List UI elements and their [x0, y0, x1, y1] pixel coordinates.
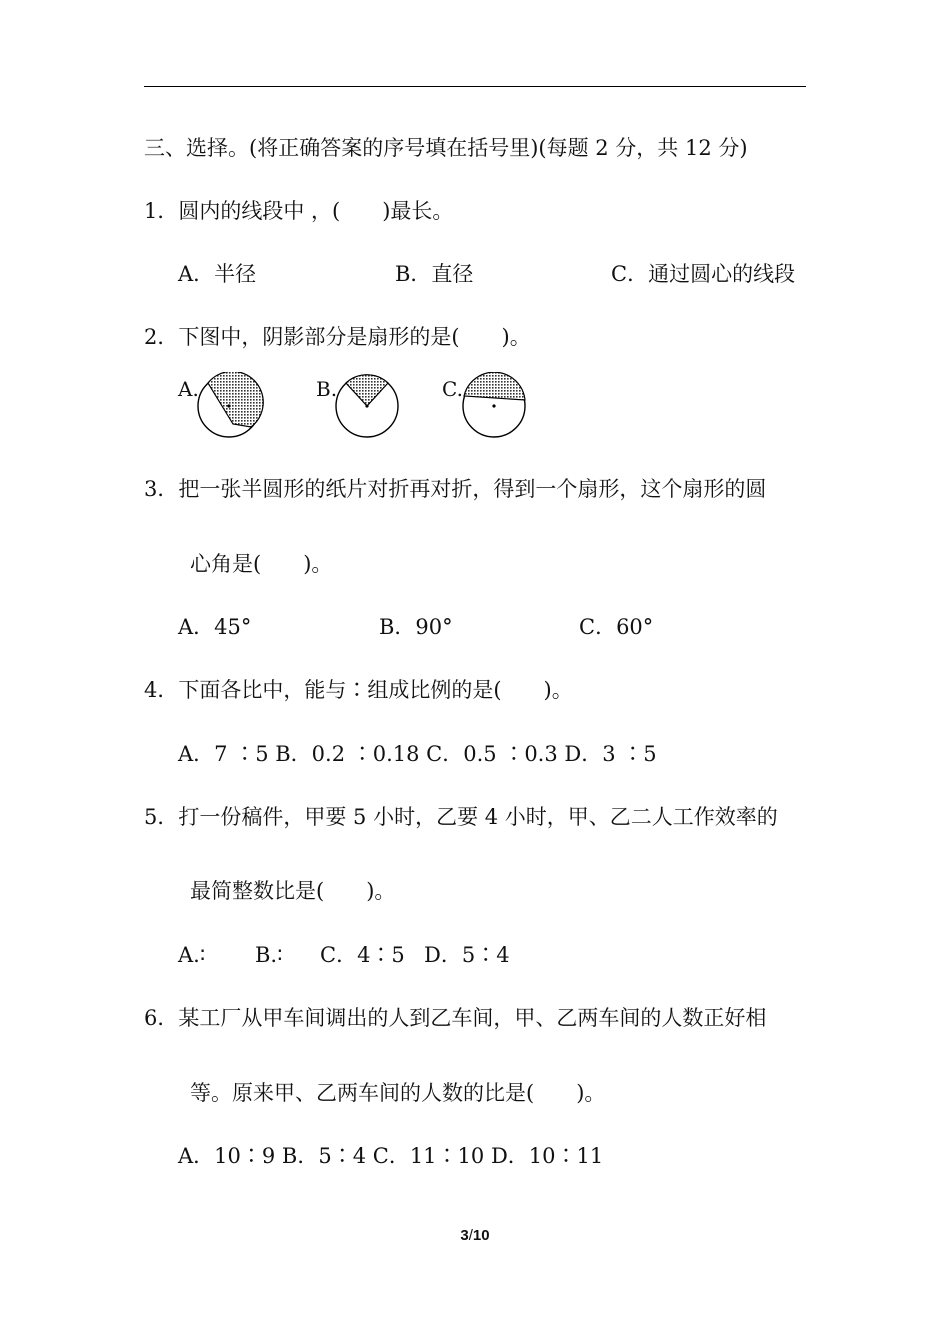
question-5-stem-line-1: 5．打一份稿件，甲要 5 小时，乙要 4 小时，甲、乙二人工作效率的	[144, 805, 778, 829]
figure-a-circle	[196, 372, 266, 440]
question-5-option-d: D．5∶4	[424, 943, 510, 967]
question-3-option-a: A．45°	[178, 615, 252, 639]
question-3-option-c: C．60°	[579, 615, 654, 639]
question-3-stem-line-1: 3．把一张半圆形的纸片对折再对折，得到一个扇形，这个扇形的圆	[144, 477, 767, 501]
figure-b-circle	[332, 372, 402, 440]
question-1-option-b: B．直径	[395, 262, 474, 286]
page-number	[0, 1226, 950, 1246]
figure-a-label: A.	[178, 377, 199, 401]
figure-b-label: B.	[316, 377, 338, 401]
figure-c-circle	[459, 372, 529, 440]
question-5-stem-line-2: 最简整数比是( )。	[190, 879, 396, 903]
page-current: 3	[460, 1227, 469, 1244]
question-5-option-b: B.∶	[255, 943, 283, 967]
question-3-stem-line-2: 心角是( )。	[190, 552, 333, 576]
page-total: 10	[472, 1227, 490, 1244]
question-5-option-c: C．4∶5	[320, 943, 405, 967]
page-separator: /	[468, 1227, 473, 1244]
section-title: 三、选择。(将正确答案的序号填在括号里)(每题 2 分，共 12 分)	[144, 136, 748, 160]
figure-c-label: C.	[442, 377, 463, 401]
question-6-stem-line-2: 等。原来甲、乙两车间的人数的比是( )。	[190, 1081, 606, 1105]
question-5-option-a: A.∶	[178, 943, 206, 967]
question-1-stem: 1．圆内的线段中 ，( )最长。	[144, 199, 454, 223]
question-6-stem-line-1: 6．某工厂从甲车间调出的人到乙车间，甲、乙两车间的人数正好相	[144, 1006, 767, 1030]
question-6-options: A．10∶9 B．5∶4 C．11∶10 D．10∶11	[178, 1144, 604, 1168]
question-3-option-b: B．90°	[379, 615, 453, 639]
question-1-option-a: A．半径	[178, 262, 257, 286]
question-2-stem: 2．下图中，阴影部分是扇形的是( )。	[144, 325, 531, 349]
question-1-option-c: C．通过圆心的线段	[611, 262, 796, 286]
header-rule	[144, 86, 806, 87]
question-4-options: A．7 ∶5 B．0.2 ∶0.18 C．0.5 ∶0.3 D．3 ∶5	[178, 742, 657, 766]
figure-c-shaded-segment	[464, 372, 525, 400]
question-4-stem: 4．下面各比中，能与∶组成比例的是( )。	[144, 678, 573, 702]
